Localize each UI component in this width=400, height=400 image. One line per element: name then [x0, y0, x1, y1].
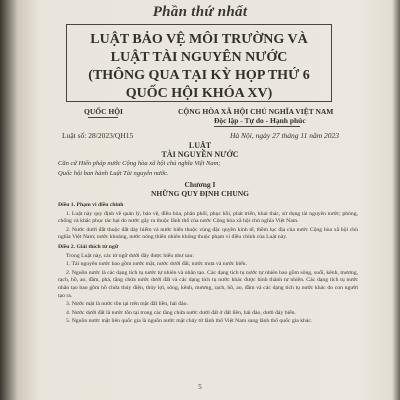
title-line: QUỐC HỘI KHÓA XV)	[125, 86, 273, 101]
law-number: Luật số: 28/2023/QH15	[62, 131, 134, 140]
motto: Độc lập - Tự do - Hạnh phúc	[214, 116, 306, 125]
article-1-clause: 2. Nước dưới đất thuộc đất dày hiểm và nước biển thuộc vùng đặc quyền kinh tế, thềm lục địa của nước Cộng hòa xã hội chủ nghĩa Việt Nam; nước khoáng, nước nóng thiên nhiên không thuộc phạm vi điều chỉnh của Luật này.	[58, 226, 358, 241]
article-2-clause: 1. Tài nguyên nước bao gồm nước mặt, nước dưới đất, nước mưa và nước biển.	[66, 261, 247, 268]
article-2-heading: Điều 2. Giải thích từ ngữ	[58, 243, 119, 250]
article-2-clause: 5. Nguồn nước mặt liên quốc gia là nguồn nước mặt chảy từ lãnh thổ Việt Nam sang lãnh thổ quốc gia khác.	[66, 318, 313, 325]
article-2-clause: 4. Nước dưới đất là nước tồn tại trong các tầng chứa nước dưới đất ở đất liền, hải đảo, dưới đáy biển.	[66, 309, 296, 316]
motto-underline	[214, 126, 300, 127]
law-body	[58, 200, 358, 327]
title-line: LUẬT TÀI NGUYÊN NƯỚC	[110, 50, 288, 65]
article-1-heading: Điều 1. Phạm vi điều chỉnh	[58, 202, 124, 208]
law-name: TÀI NGUYÊN NƯỚC	[161, 150, 239, 159]
article-2-intro: Trong Luật này, các từ ngữ dưới đây được hiểu như sau:	[66, 252, 194, 259]
article-2-clause: 2. Nguồn nước là các dạng tích tụ nước tự nhiên và nhân tạo. Các dạng tích tụ nước tự nhiên bao gồm sông, suối, kênh, mương, rạch, hồ, ao, đầm, phá, tầng chứa nước dưới đất và các dạng tích tụ nước khác được hình thành tự nhiên. Các dạng tích tụ nước nhân tạo bao gồm hồ chứa thủy điện, thủy lợi, sông, kênh, mương, rạch, hồ, ao, đầm và các dạng tích tụ nước khác do con người tạo ra.	[58, 269, 358, 299]
chapter-title: NHỮNG QUY ĐỊNH CHUNG	[151, 189, 249, 198]
issuer: QUỐC HỘI	[84, 107, 123, 116]
title-line: (THÔNG QUA TẠI KỲ HỌP THỨ 6	[88, 68, 310, 83]
page-number: 5	[198, 383, 202, 391]
chapter-number: Chương I	[184, 180, 216, 189]
part-label: Phần thứ nhất	[152, 4, 248, 20]
title-box	[66, 24, 332, 102]
republic-title: CỘNG HÒA XÃ HỘI CHỦ NGHĨA VIỆT NAM	[178, 107, 334, 116]
title-line: LUẬT BẢO VỆ MÔI TRƯỜNG VÀ	[90, 32, 308, 47]
place-date: Hà Nội, ngày 27 tháng 11 năm 2023	[230, 131, 340, 140]
article-2-clause: 3. Nước mặt là nước tồn tại trên mặt đất liền, hải đảo.	[66, 301, 188, 308]
enact-line: Quốc hội ban hành Luật Tài nguyên nước.	[58, 170, 169, 177]
basis-line: Căn cứ Hiến pháp nước Cộng hòa xã hội chủ nghĩa Việt Nam;	[58, 160, 221, 167]
article-1-clause: 1. Luật này quy định về quản lý, bảo vệ, điều hòa, phân phối, phục hồi, phát triển, khai thác, sử dụng tài nguyên nước; phòng, chống và khắc phục tác hại do nước gây ra thuộc lãnh thổ của nước Cộng hòa xã hội chủ nghĩa Việt Nam.	[58, 210, 358, 225]
law-title: LUẬT	[188, 141, 212, 150]
issuer-underline	[88, 117, 118, 118]
